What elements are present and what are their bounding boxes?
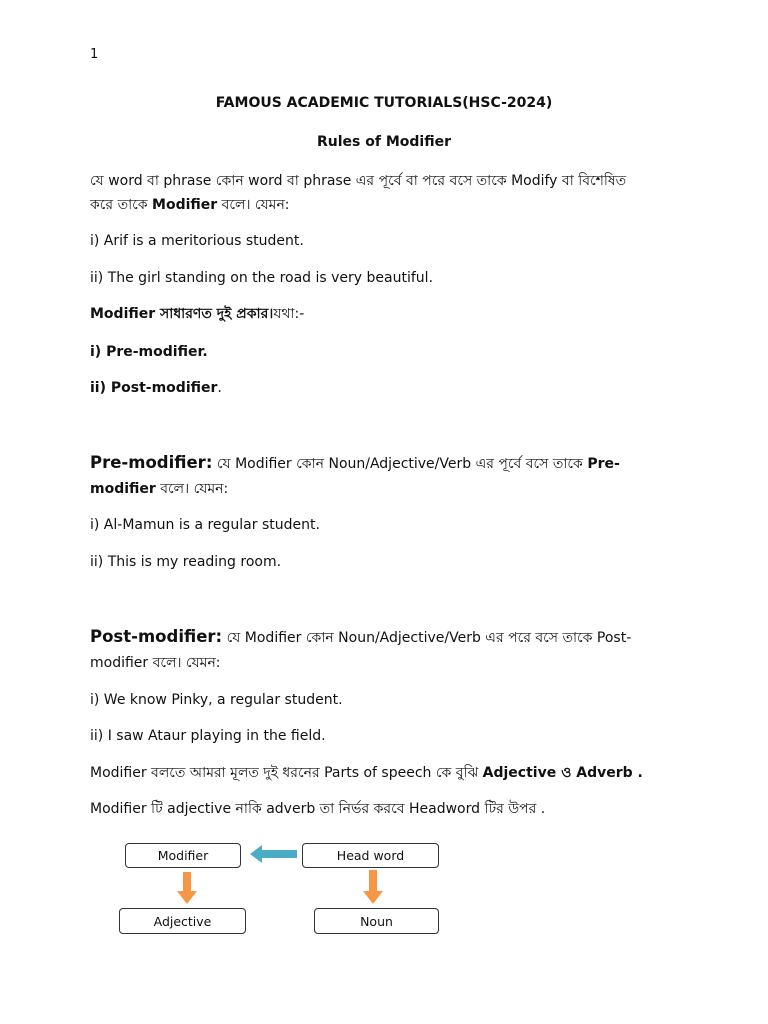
type-item-1: i) Pre-modifier. [90,344,208,360]
post-modifier-text: যে Modifier কোন Noun/Adjective/Verb এর পরে বসে তাকে Post- [222,630,632,646]
depends-on-headword-line: Modifier টি adjective নাকি adverb তা নির্ভর করবে Headword টির উপর . [90,801,546,817]
adjective-box: Adjective [119,908,246,934]
noun-box: Noun [314,908,439,934]
parts-of-speech-text: Modifier বলতে আমরা মূলত দুই ধরনের Parts of speech কে বুঝি [90,765,483,781]
pre-modifier-term-cont: modifier [90,481,156,497]
intro-text: করে তাকে [90,197,153,213]
pre-modifier-text-end: বলে। যেমন: [155,481,229,497]
headword-box: Head word [302,843,439,868]
intro-modifier-term: Modifier [152,197,218,213]
types-heading-bold: Modifier সাধারণত দুই প্রকার। [90,306,274,322]
document-title: FAMOUS ACADEMIC TUTORIALS(HSC-2024) [215,95,553,111]
pre-modifier-text: যে Modifier কোন Noun/Adjective/Verb এর পূর্বে বসে তাকে [212,456,588,472]
type-item-2-bold: ii) Post-modifier [90,380,218,396]
down-arrow-icon-left [177,872,197,904]
pre-modifier-lead: Pre-modifier: [90,453,213,472]
pre-modifier-example-1: i) Al-Mamun is a regular student. [90,517,320,533]
types-heading-rest: যথা:- [273,306,305,322]
post-modifier-lead: Post-modifier: [90,627,223,646]
down-arrow-icon-right [363,870,383,904]
post-modifier-example-2: ii) I saw Ataur playing in the field. [90,728,326,744]
pre-modifier-term: Pre- [587,456,620,472]
left-arrow-icon [250,845,297,863]
document-subtitle: Rules of Modifier [317,134,451,150]
intro-text-end: বলে। যেমন: [217,197,290,213]
example-2: ii) The girl standing on the road is very beautiful. [90,270,434,286]
modifier-box: Modifier [125,843,241,868]
post-modifier-example-1: i) We know Pinky, a regular student. [90,692,343,708]
intro-line-1: যে word বা phrase কোন word বা phrase এর পূর্বে বা পরে বসে তাকে Modify বা বিশেষিত [90,173,627,189]
page-number: 1 [90,47,99,62]
type-item-2-rest: . [217,380,222,396]
pre-modifier-example-2: ii) This is my reading room. [90,554,282,570]
parts-of-speech-bold: Adjective ও Adverb . [482,765,643,781]
post-modifier-line-2: modifier বলে। যেমন: [90,655,221,671]
example-1: i) Arif is a meritorious student. [90,233,304,249]
